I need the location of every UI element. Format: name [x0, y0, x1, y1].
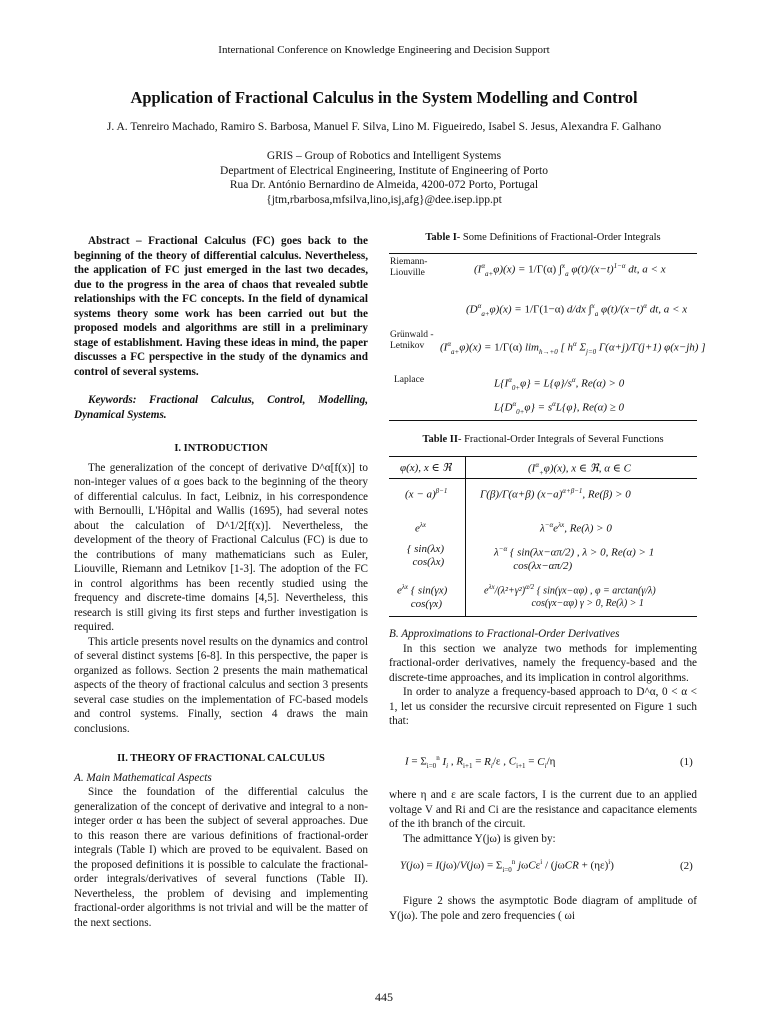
table1-row-laplace: Laplace: [394, 375, 425, 385]
subsection-b-paragraph-2: In order to analyze a frequency-based approach to D^α, 0 < α < 1, let us consider the recursive circuit represented on Figure 1 such that:: [389, 686, 697, 727]
table1-top-rule: [389, 253, 697, 254]
equation-1-explanation: where η and ε are scale factors, I is the current due to an applied voltage V and Ri and Ci are the resistance and capacitance elements of the ith branch of the circuit.: [389, 789, 697, 830]
author-list: J. A. Tenreiro Machado, Ramiro S. Barbosa, Manuel F. Silva, Lino M. Figueiredo, Isabel S. Jesus, Alexandra F. Galhano: [106, 121, 662, 133]
admittance-intro: The admittance Y(jω) is given by:: [403, 832, 556, 845]
figure2-paragraph: Figure 2 shows the asymptotic Bode diagram of amplitude of Y(jω). The pole and zero frequencies ( ωi: [389, 895, 697, 922]
intro-paragraph-1: The generalization of the concept of derivative D^α[f(x)] to non-integer values of α goes back to the beginning of the theory of differential calculus. In fact, Leibniz, in his correspondence with Bernoulli, L'Hôpital and Wallis (1695), had several notes about the calculation of D^1/2[f(x)]. Nevertheless, the development of the theory of Fractional Calculus (FC) is due to the contributions of many mathematicians such as Euler, Liouville, Riemann and Letnikov [1-3]. The adoption of the FC in control algorithms has been recently studied using the frequency and discrete-time domains [4,5]. Nevertheless, this research is still giving its first steps and further investigation is required.: [74, 461, 368, 633]
table2-caption: [389, 434, 697, 445]
subsection-a-paragraph: Since the foundation of the differential calculus the generalization of the concept of derivative and integral to a non-integer order α has been the subject of several approaches. Due to this reason there are various definitions of fractional-order integrals (Table I) which are proved to be equivalent. Based on the proposed definitions it is possible to calculate the fractional-order integrals/derivatives of several functions (Table II). Nevertheless, the problem of devising and implementing fractional-order algorithms is not trivial and will be the matter of the next sections.: [74, 786, 368, 929]
riemann-derivative-formula: $(D^\alpha_{a+}\varphi)(x) = 1/\Gamma(1-\alpha)$ d/dx ∫$^x_a$ $\varphi(t)/(x-t)^\alpha$ dt, a < x: [466, 302, 688, 318]
right-column-continued: [389, 788, 697, 846]
table2-label: Table II: [422, 434, 458, 445]
table1-row-grunwald: Grünwald -Letnikov: [390, 330, 434, 351]
riemann-integral-formula: $(I^\alpha_{a+}\varphi)(x) = 1/\Gamma(\alpha)$ ∫$^x_a$ $\varphi(t)/(x-t)^{1-\alpha}$ dt, a < x: [474, 262, 666, 278]
table2-bottom-rule: [389, 616, 697, 617]
table1-label: Table I: [425, 232, 457, 243]
affiliation-address: Rua Dr. António Bernardino de Almeida, 4200-072 Porto, Portugal: [229, 179, 539, 191]
subsection-heading-b: B. Approximations to Fractional-Order Derivatives: [389, 628, 620, 640]
table2-row1-integral: Γ(β)/Γ(α+β) $(x-a)^{\alpha+\beta-1}$, Re(β) > 0: [480, 487, 631, 501]
table2-row4-function: $e^{\lambda x}$ { sin(γx) cos(γx): [397, 583, 448, 610]
right-column: [389, 627, 697, 729]
table2-header-right: $(I^\alpha_+\varphi)(x)$, x ∈ ℜ, α ∈ C: [528, 461, 631, 477]
abstract-label: Abstract –: [88, 235, 142, 247]
equation-2-number: (2): [680, 860, 693, 872]
affiliation-department: Department of Electrical Engineering, Institute of Engineering of Porto: [220, 164, 548, 177]
laplace-derivative-formula: $L\{D^\alpha_{0+}\varphi\} = s^\alpha L\{\varphi\}$, Re(α) ≥ 0: [494, 400, 625, 416]
table2-top-rule: [389, 456, 697, 457]
table2-row3-integral: $\lambda^{-\alpha}$ { sin(λx−απ/2) , λ > 0, Re(α) > 1 cos(λx−απ/2): [494, 545, 655, 572]
page-number: 445: [375, 990, 393, 1004]
intro-paragraph-2: This article presents novel results on the dynamics and control of several distinct systems [6-8]. In this perspective, the paper is organized as follows. Section 2 presents the main mathematical aspects of the theory of fractional calculus and section 3 presents several case studies on the implementation of FC-based models and control systems. Finally, section 4 draws the main conclusions.: [74, 635, 368, 735]
table1-caption-text: - Some Definitions of Fractional-Order Integrals: [456, 232, 661, 243]
table2-row1-function: $(x - a)^{\beta-1}$: [405, 487, 448, 501]
laplace-integral-formula: $L\{I^\alpha_{0+}\varphi\} = L\{\varphi\}/s^\alpha$, Re(α) > 0: [494, 376, 625, 392]
equation-1-number: (1): [680, 756, 693, 768]
table2-header-left: φ(x), x ∈ ℜ: [400, 462, 452, 474]
table2-row3-function: { sin(λx) cos(λx): [407, 543, 445, 568]
left-column: [74, 234, 368, 930]
keywords: Keywords: Fractional Calculus, Control, Modelling, Dynamical Systems.: [74, 394, 368, 421]
table2-row2-integral: $\lambda^{-\alpha}e^{\lambda x}$, Re(λ) > 0: [540, 521, 612, 535]
table2-column-divider: [465, 456, 466, 616]
abstract-text: Fractional Calculus (FC) goes back to the beginning of the theory of differential calculus. Nevertheless, the application of FC just emerged in the last two decades, due to the progress in the area of chaos that revealed subtle relationships with the FC concepts. In the field of dynamical systems theory some work has been carried out but the proposed models and algorithms are still in a preliminary stage of establishment. Having these ideas in mind, the paper discusses a FC perspective in the study of the dynamics and control of several systems.: [74, 235, 368, 378]
table2-header-rule: [389, 478, 697, 479]
table1-row-riemann: Riemann-Liouville: [390, 257, 428, 278]
equation-2: $Y(j\omega) = I(j\omega)/V(j\omega) = \Sigma_{i=0}^n$ $j\omega C\varepsilon^i / (j\omega CR + (\eta\varepsilon)^i)$: [400, 858, 614, 874]
subsection-b-paragraph-1: In this section we analyze two methods for implementing fractional-order derivatives, namely the frequency-based and the discrete-time approaches, and its implication in control algorithms.: [389, 642, 697, 684]
affiliation-emails: {jtm,rbarbosa,mfsilva,lino,isj,afg}@dee.isep.ipp.pt: [266, 193, 502, 206]
affiliation-group: GRIS – Group of Robotics and Intelligent Systems: [266, 150, 502, 162]
table2-row2-function: $e^{\lambda x}$: [415, 521, 427, 535]
subsection-heading-a: A. Main Mathematical Aspects: [74, 771, 212, 784]
abstract: [74, 234, 368, 379]
conference-header: International Conference on Knowledge Engineering and Decision Support: [218, 44, 550, 56]
equation-1: $I = \Sigma_{i=0}^n$ $I_i$ , $R_{i+1} = R_i/\varepsilon$ , $C_{i+1} = C_i/\eta$: [405, 754, 556, 770]
paper-title: Application of Fractional Calculus in the System Modelling and Control: [130, 88, 638, 107]
table2-row4-integral: $e^{\lambda x}/(\lambda^2+\gamma^2)^{\alpha/2}$ { sin(γx−αφ) , φ = arctan(γ/λ) cos(γx−αφ) γ > 0, Re(λ) > 1: [484, 583, 656, 610]
table1-bottom-rule: [389, 420, 697, 421]
section-heading-theory: II. THEORY OF FRACTIONAL CALCULUS: [117, 753, 325, 764]
table1-caption: [389, 232, 697, 243]
right-column-end: [389, 894, 697, 923]
affiliation-block: [0, 149, 768, 207]
grunwald-formula: $(I^\alpha_{a+}\varphi)(x) = 1/\Gamma(\alpha)$ $\lim_{h\to+0}$ [ $h^\alpha$ $\Sigma_{j=0}$ Γ(α+j)/Γ(j+1) φ(x−jh) ]: [440, 340, 706, 356]
section-heading-introduction: I. INTRODUCTION: [174, 443, 268, 454]
table2-caption-text: - Fractional-Order Integrals of Several Functions: [457, 434, 664, 445]
